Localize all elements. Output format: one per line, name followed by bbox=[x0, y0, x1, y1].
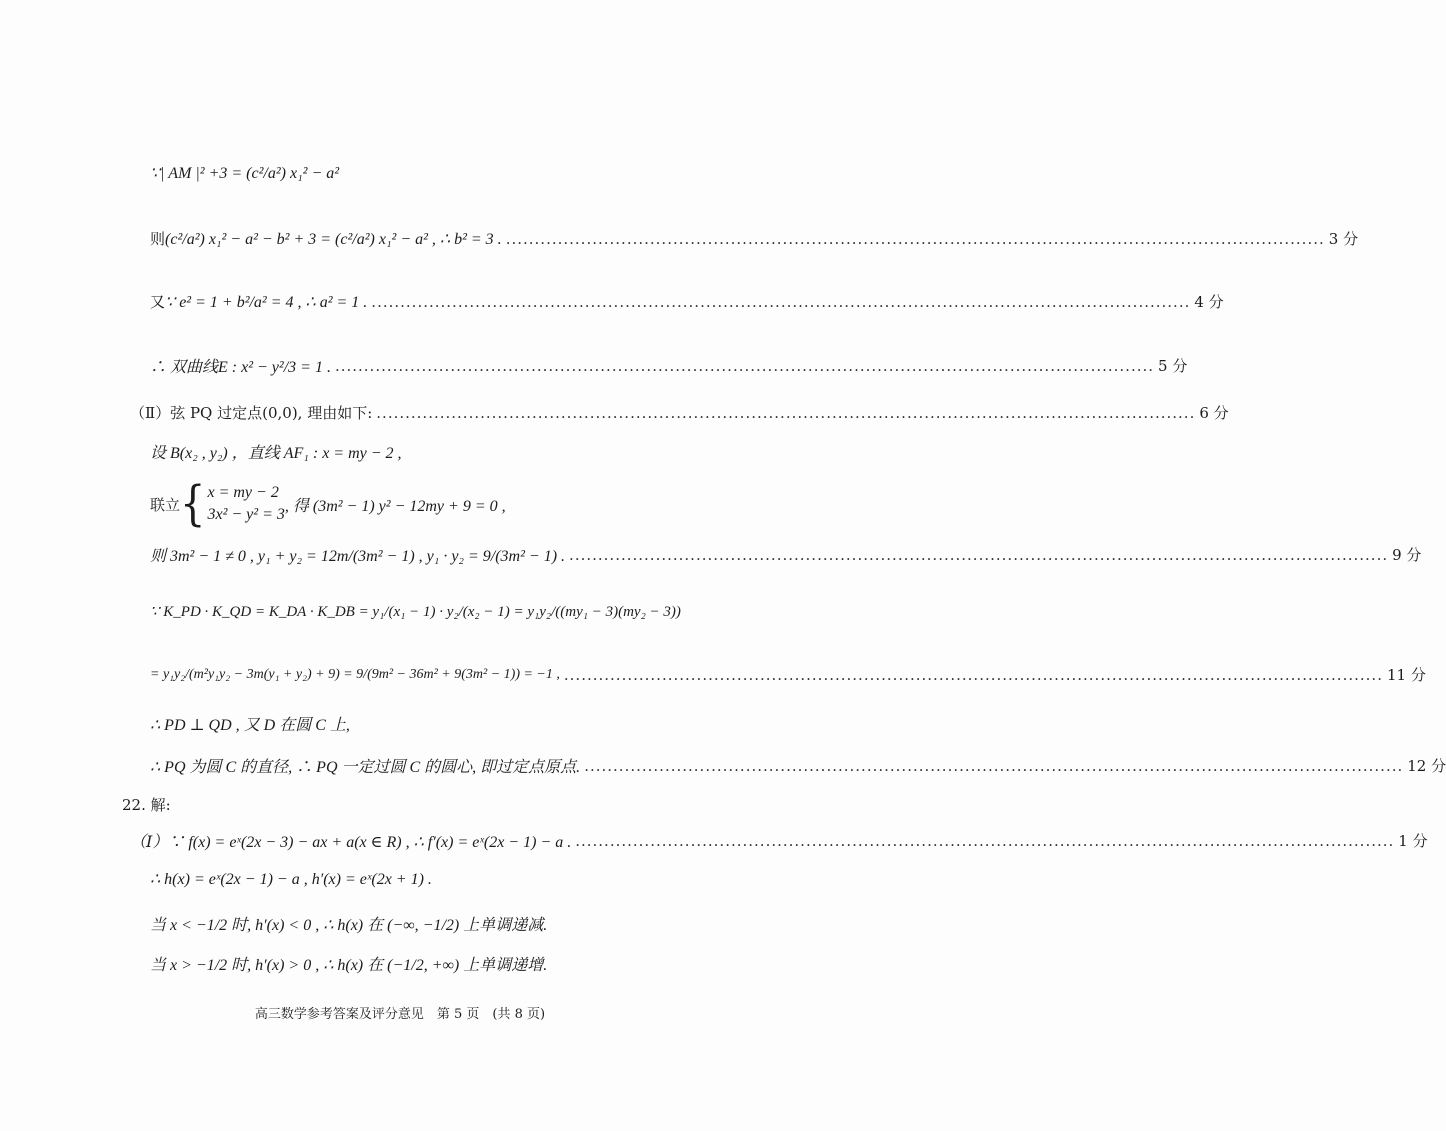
line-am-equation bbox=[150, 163, 675, 183]
line-b-squared bbox=[150, 228, 1359, 249]
line-part-two bbox=[130, 402, 1229, 423]
formula-increasing: 当 x > −1/2 时, h′(x) > 0 , ∴ h(x) 在 (−1/2, +∞) 上单调递增. bbox=[150, 957, 548, 974]
dot-leader: .............................................................................................................................................. bbox=[334, 356, 1155, 375]
formula-decreasing: 当 x < −1/2 时, h′(x) < 0 , ∴ h(x) 在 (−∞, −1/2) 上单调递减. bbox=[150, 917, 548, 934]
part-two-heading: （Ⅱ）弦 PQ 过定点(0,0), 理由如下: bbox=[130, 404, 373, 422]
dot-leader: .............................................................................................................................................. bbox=[371, 292, 1191, 311]
line-h-function bbox=[150, 869, 675, 889]
brace-symbol: { bbox=[180, 476, 206, 532]
line-diameter bbox=[150, 754, 1446, 777]
equation-system bbox=[180, 476, 285, 532]
line-perpendicular bbox=[150, 712, 675, 735]
formula-set-b: 设 B(x₂ , y₂) ，直线 AF₁ : x = my − 2 , bbox=[150, 445, 402, 462]
formula-diameter: ∴ PQ 为圆 C 的直径, ∴ PQ 一定过圆 C 的圆心, 即过定点原点. bbox=[150, 759, 581, 776]
score-4: 4 分 bbox=[1194, 293, 1224, 311]
line-set-b bbox=[150, 440, 675, 463]
dot-leader: .............................................................................................................................................. bbox=[569, 545, 1389, 564]
formula-vieta: 则 3m² − 1 ≠ 0 , y₁ + y₂ = 12m/(3m² − 1) , y₁ · y₂ = 9/(3m² − 1) . bbox=[150, 548, 566, 565]
prefix-you: 又 bbox=[150, 293, 166, 311]
formula-slopes: ∵ K_PD · K_QD = K_DA · K_DB = y₁/(x₁ − 1) · y₂/(x₂ − 1) = y₁y₂/((my₁ − 3)(my₂ − 3)) bbox=[150, 604, 681, 620]
formula-derivative: （Ⅰ）∵ f(x) = eˣ(2x − 3) − ax + a(x ∈ R) , ∴ f′(x) = eˣ(2x − 1) − a . bbox=[130, 834, 572, 851]
system-eq-2: 3x² − y² = 3 bbox=[207, 506, 285, 523]
formula-slope-product: = y₁y₂/(m²y₁y₂ − 3m(y₁ + y₂) + 9) = 9/(9m² − 36m² + 9(3m² − 1)) = −1 , bbox=[150, 666, 560, 682]
question-22-heading: 22. 解: bbox=[122, 796, 171, 814]
line-q22 bbox=[122, 794, 675, 815]
prefix-ze: 则 bbox=[150, 230, 166, 248]
dot-leader: .............................................................................................................................................. bbox=[563, 665, 1383, 684]
score-9: 9 分 bbox=[1392, 546, 1422, 564]
dot-leader: .............................................................................................................................................. bbox=[584, 756, 1404, 775]
score-6: 6 分 bbox=[1199, 404, 1229, 422]
prefix-lianli: 联立 bbox=[150, 495, 181, 514]
formula-h: ∴ h(x) = eˣ(2x − 1) − a , h′(x) = eˣ(2x + 1) . bbox=[150, 871, 432, 888]
line-slope-product bbox=[150, 664, 1426, 685]
line-increasing bbox=[150, 952, 675, 975]
system-eq-1: x = my − 2 bbox=[207, 484, 279, 501]
line-system bbox=[150, 476, 675, 532]
score-1: 1 分 bbox=[1398, 832, 1428, 850]
formula-hyperbola: ∴ 双曲线E : x² − y²/3 = 1 . bbox=[150, 359, 331, 376]
line-decreasing bbox=[150, 912, 675, 935]
dot-leader: .............................................................................................................................................. bbox=[575, 831, 1395, 850]
score-11: 11 分 bbox=[1386, 666, 1426, 684]
line-slopes bbox=[150, 602, 681, 621]
dot-leader: .............................................................................................................................................. bbox=[376, 403, 1196, 422]
score-5: 5 分 bbox=[1158, 357, 1188, 375]
line-derivative bbox=[130, 829, 1428, 852]
formula-b-squared: (c²/a²) x₁² − a² − b² + 3 = (c²/a²) x₁² − a² , ∴ b² = 3 . bbox=[165, 230, 502, 248]
formula-a-squared: ∵ e² = 1 + b²/a² = 4 , ∴ a² = 1 . bbox=[165, 293, 368, 311]
formula-perpendicular: ∴ PD ⊥ QD , 又 D 在圆 C 上, bbox=[150, 717, 350, 734]
page-footer: 高三数学参考答案及评分意见 第 5 页 (共 8 页) bbox=[254, 1007, 546, 1022]
score-12: 12 分 bbox=[1407, 757, 1446, 775]
line-hyperbola bbox=[150, 354, 1188, 377]
line-vieta bbox=[150, 543, 1422, 566]
score-3: 3 分 bbox=[1328, 230, 1359, 248]
formula-quadratic: , 得 (3m² − 1) y² − 12my + 9 = 0 , bbox=[284, 497, 506, 515]
formula-am: ∵| AM |² +3 = (c²/a²) x₁² − a² bbox=[150, 165, 340, 182]
line-a-squared bbox=[150, 291, 1224, 312]
dot-leader: .............................................................................................................................................. bbox=[505, 229, 1325, 248]
